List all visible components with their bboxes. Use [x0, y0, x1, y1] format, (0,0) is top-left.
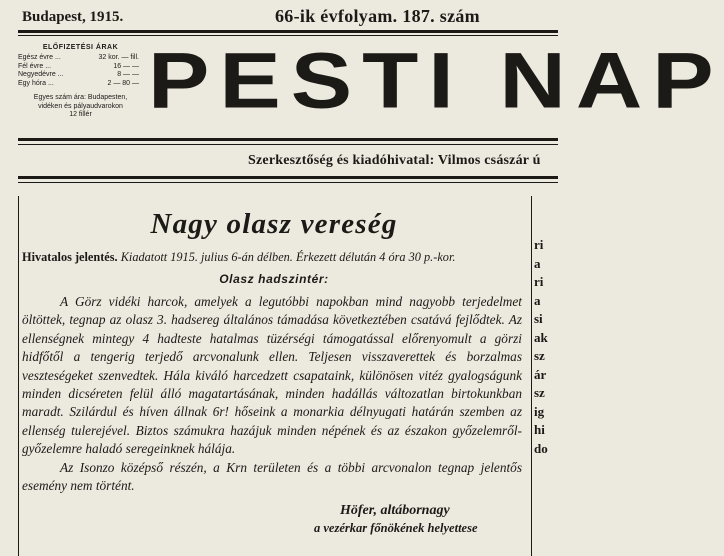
top-rule-thin	[18, 35, 558, 36]
issue-date: Budapest, 1915.	[22, 9, 124, 25]
price-row	[18, 71, 143, 79]
editorial-address: Szerkesztőség és kiadóhivatal: Vilmos császár ú	[248, 153, 541, 168]
column-fragment: do	[534, 440, 548, 456]
signature-title: a vezérkar főnökének helyettese	[314, 521, 478, 535]
article-paragraph: Az Isonzo középső részén, a Krn területen és a többi arcvonalon tegnap jelentős esemény nem történt.	[22, 459, 522, 494]
column-fragment: a	[534, 255, 541, 271]
column-fragment: ri	[534, 237, 544, 252]
prices-title: ELŐFIZETÉSI ÁRAK	[42, 44, 119, 51]
masthead-rule	[18, 138, 558, 141]
editorial-rule-thin	[18, 182, 558, 183]
column-fragment: si	[534, 311, 543, 326]
price-value: 32 kor. — fill.	[98, 54, 139, 62]
price-label: Fél évre ...	[18, 62, 52, 70]
official-report-line	[22, 250, 522, 265]
newspaper-masthead: PESTI NAP	[148, 37, 724, 125]
column-fragment: sz	[534, 348, 545, 363]
article-paragraph: A Görz vidéki harcok, amelyek a legutóbbi napokban mind nagyobb terjedelmet öltöttek, tegnap az olasz 3. hadsereg általános támadása következtében csatává fejlődtek. Az ellenségnek mintegy 4 hadteste hatalmas tüzérségi támogatással előrenyomult a görzi hidfőtől a tengerig terjedő arcvonalunk ellen. Teljesen visszaverettek és borzalmas veszteségeket szenvedtek. Hála kiváló harcedzett csapataink, különösen vitéz gyalogságunk minden dicséreten felül álló magatartásának, minden hadállás változatlan birtokunkban maradt. Szilárdul és híven állnak 6r! hőseink a monarkia délnyugati határán szemben az ellenség tulerejével. Biztos számukra hazájuk minden népének és az északon győzelemről-győzelemre haladó seregeinknek hálája.	[22, 294, 522, 457]
single-copy-note	[18, 94, 143, 120]
price-row	[18, 63, 143, 71]
price-label: Negyedévre ...	[18, 71, 64, 79]
column-fragment: ig	[534, 403, 545, 419]
price-label: Egész évre ...	[18, 54, 61, 62]
price-value: 8 — —	[117, 71, 139, 79]
column-fragment: ak	[534, 329, 548, 345]
price-value: 2 — 80 —	[107, 79, 139, 87]
note-line: 12 fillér	[69, 111, 92, 119]
column-fragment: a	[534, 292, 541, 308]
price-row	[18, 80, 143, 88]
column-fragment: sz	[534, 385, 545, 400]
note-line: vidéken és pályaudvarokon	[38, 102, 123, 110]
column-fragment: ár	[534, 366, 547, 382]
article-headline: Nagy olasz vereség	[150, 208, 398, 240]
article-body	[22, 293, 522, 495]
column-fragment: hi	[534, 422, 545, 437]
masthead-rule-thin	[18, 144, 558, 145]
report-details: Kiadatott 1915. julius 6-án délben. Érkezett délután 4 óra 30 p.-kor.	[120, 250, 456, 264]
top-line	[0, 4, 550, 28]
top-rule	[18, 30, 558, 33]
issue-number: 66-ik évfolyam. 187. szám	[275, 6, 480, 26]
column-fragment: ri	[534, 274, 544, 289]
signature-name: Höfer, altábornagy	[340, 503, 450, 518]
price-label: Egy hóra ...	[18, 79, 54, 87]
report-label: Hivatalos jelentés.	[22, 250, 118, 264]
article-subhead: Olasz hadszintér:	[219, 272, 329, 286]
price-value: 16 — —	[113, 62, 139, 70]
price-row	[18, 54, 143, 62]
adjacent-column-fragment	[534, 236, 550, 458]
note-line: Egyes szám ára: Budapesten,	[33, 94, 128, 102]
subscription-prices	[18, 44, 143, 120]
editorial-rule	[18, 176, 558, 179]
